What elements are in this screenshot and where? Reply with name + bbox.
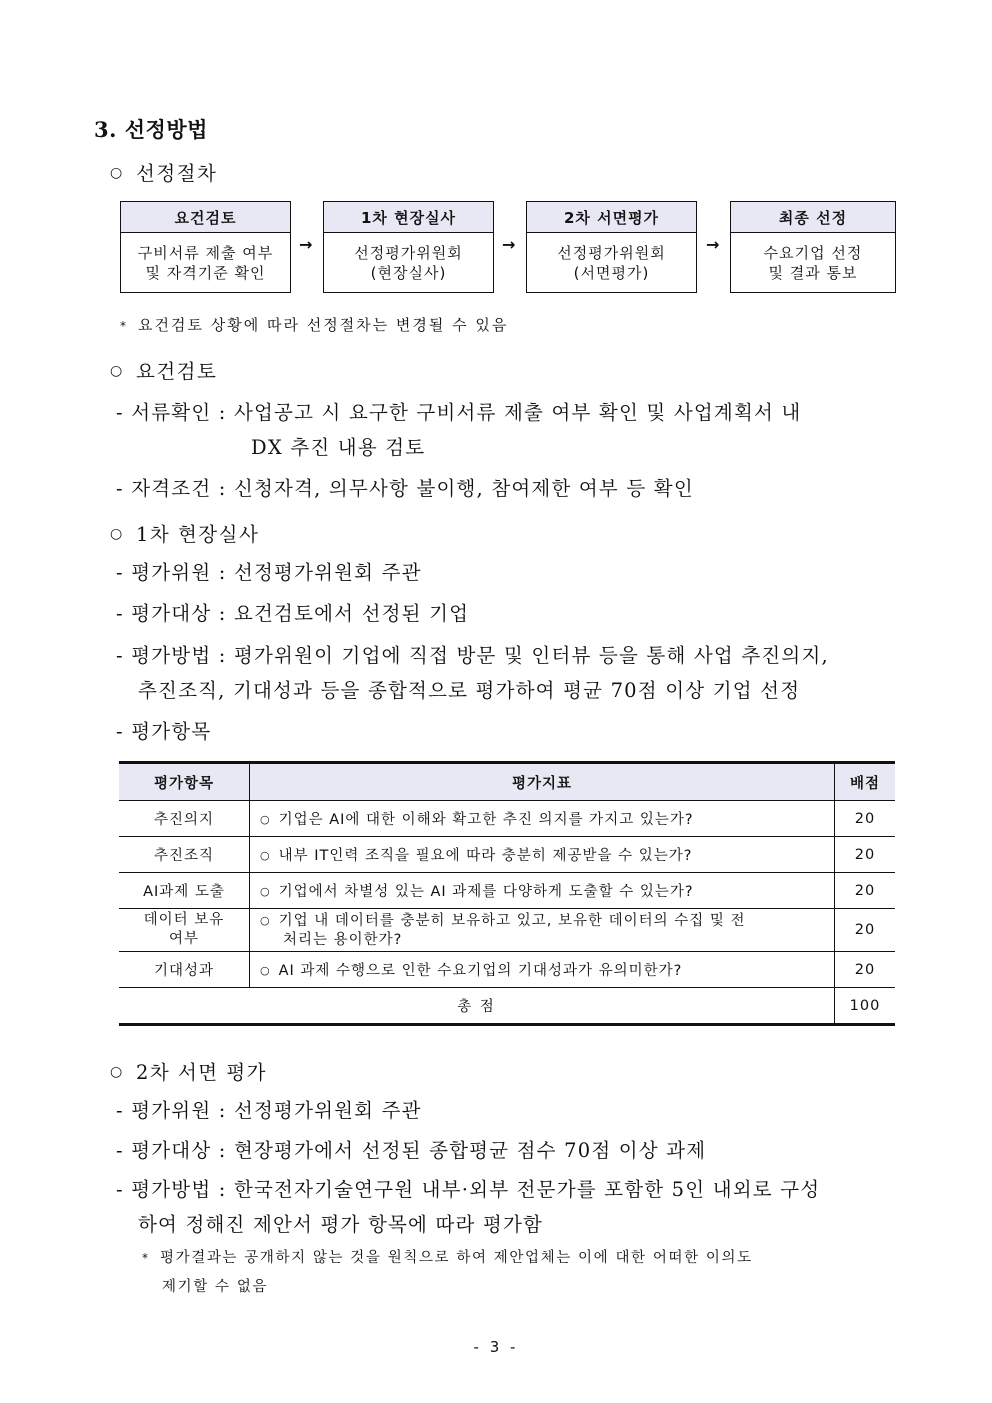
flow-step-second-review: 2차 서면평가 선정평가위원회 (서면평가) [526, 201, 697, 293]
circle-bullet-icon: ○ [110, 526, 124, 542]
second-review-note-cont: 제기할 수 없음 [162, 1279, 269, 1295]
asterisk-icon: * [142, 1251, 150, 1265]
table-row: 기대성과 ○ AI 과제 수행으로 인한 수요기업의 기대성과가 유의미한가? 20 [119, 952, 895, 988]
first-inspection-evaluator: - 평가위원 : 선정평가위원회 주관 [116, 561, 422, 584]
circle-bullet-icon: ○ [260, 885, 271, 898]
table-total-row [119, 988, 895, 1025]
flow-step-title: 1차 현장실사 [324, 202, 493, 233]
total-label: 총 점 [119, 988, 835, 1025]
second-review-note: * 평가결과는 공개하지 않는 것을 원칙으로 하여 제안업체는 이에 대한 어떠한 이의도 [142, 1250, 753, 1266]
second-review-method-cont: 하여 정해진 제안서 평가 항목에 따라 평가함 [138, 1213, 544, 1236]
table-row: 추진조직 ○ 내부 IT인력 조직을 필요에 따라 충분히 제공받을 수 있는가? 20 [119, 837, 895, 873]
flow-step-final-selection: 최종 선정 수요기업 선정 및 결과 통보 [730, 201, 896, 293]
second-review-method: - 평가방법 : 한국전자기술연구원 내부·외부 전문가를 포함한 5인 내외로 구성 [116, 1178, 821, 1201]
section-heading [94, 114, 208, 144]
table-row: 추진의지 ○ 기업은 AI에 대한 이해와 확고한 추진 의지를 가지고 있는가? 20 [119, 801, 895, 837]
asterisk-icon: * [120, 319, 128, 333]
table-row: 데이터 보유 여부 ○ 기업 내 데이터를 충분히 보유하고 있고, 보유한 데이터의 수집 및 전 처리는 용이한가? 20 [119, 909, 895, 952]
first-inspection-target: - 평가대상 : 요건검토에서 선정된 기업 [116, 602, 470, 625]
table-header-row [119, 763, 895, 801]
col-header-indicator: 평가지표 [250, 763, 835, 801]
total-score: 100 [835, 988, 896, 1025]
section-title: 선정방법 [124, 117, 208, 142]
flow-step-requirement-review: 요건검토 구비서류 제출 여부 및 자격기준 확인 [120, 201, 291, 293]
requirement-item-documents: - 서류확인 : 사업공고 시 요구한 구비서류 제출 여부 확인 및 사업계획서 내 [116, 401, 802, 424]
arrow-right-icon: → [706, 235, 720, 254]
first-inspection-criteria: - 평가항목 [116, 720, 212, 743]
requirement-item-documents-cont: DX 추진 내용 검토 [251, 436, 426, 459]
table-row: AI과제 도출 ○ 기업에서 차별성 있는 AI 과제를 다양하게 도출할 수 있는가? 20 [119, 873, 895, 909]
procedure-heading: ○ 선정절차 [110, 162, 218, 185]
requirement-review-heading: ○ 요건검토 [110, 360, 218, 383]
first-inspection-method: - 평가방법 : 평가위원이 기업에 직접 방문 및 인터뷰 등을 통해 사업 추진의지, [116, 644, 829, 667]
page-number: - 3 - [473, 1338, 519, 1356]
second-review-heading: ○ 2차 서면 평가 [110, 1061, 267, 1084]
arrow-right-icon: → [502, 235, 516, 254]
requirement-item-qualification: - 자격조건 : 신청자격, 의무사항 불이행, 참여제한 여부 등 확인 [116, 477, 694, 500]
second-review-target: - 평가대상 : 현장평가에서 선정된 종합평균 점수 70점 이상 과제 [116, 1139, 707, 1162]
col-header-item: 평가항목 [119, 763, 250, 801]
evaluation-table [119, 761, 895, 1026]
section-number: 3. [94, 117, 117, 142]
circle-bullet-icon: ○ [260, 849, 271, 862]
circle-bullet-icon: ○ [260, 913, 271, 927]
first-inspection-method-cont: 추진조직, 기대성과 등을 종합적으로 평가하여 평균 70점 이상 기업 선정 [138, 679, 801, 702]
circle-bullet-icon: ○ [110, 1064, 124, 1080]
circle-bullet-icon: ○ [260, 813, 271, 826]
flow-step-title: 요건검토 [121, 202, 290, 233]
second-review-evaluator: - 평가위원 : 선정평가위원회 주관 [116, 1099, 422, 1122]
circle-bullet-icon: ○ [110, 165, 124, 181]
arrow-right-icon: → [299, 235, 313, 254]
circle-bullet-icon: ○ [110, 363, 124, 379]
col-header-score: 배점 [835, 763, 896, 801]
flow-step-first-inspection: 1차 현장실사 선정평가위원회 (현장실사) [323, 201, 494, 293]
flow-step-title: 최종 선정 [731, 202, 895, 233]
flow-step-title: 2차 서면평가 [527, 202, 696, 233]
first-inspection-heading: ○ 1차 현장실사 [110, 523, 260, 546]
circle-bullet-icon: ○ [260, 964, 271, 977]
procedure-note: * 요건검토 상황에 따라 선정절차는 변경될 수 있음 [120, 316, 509, 334]
